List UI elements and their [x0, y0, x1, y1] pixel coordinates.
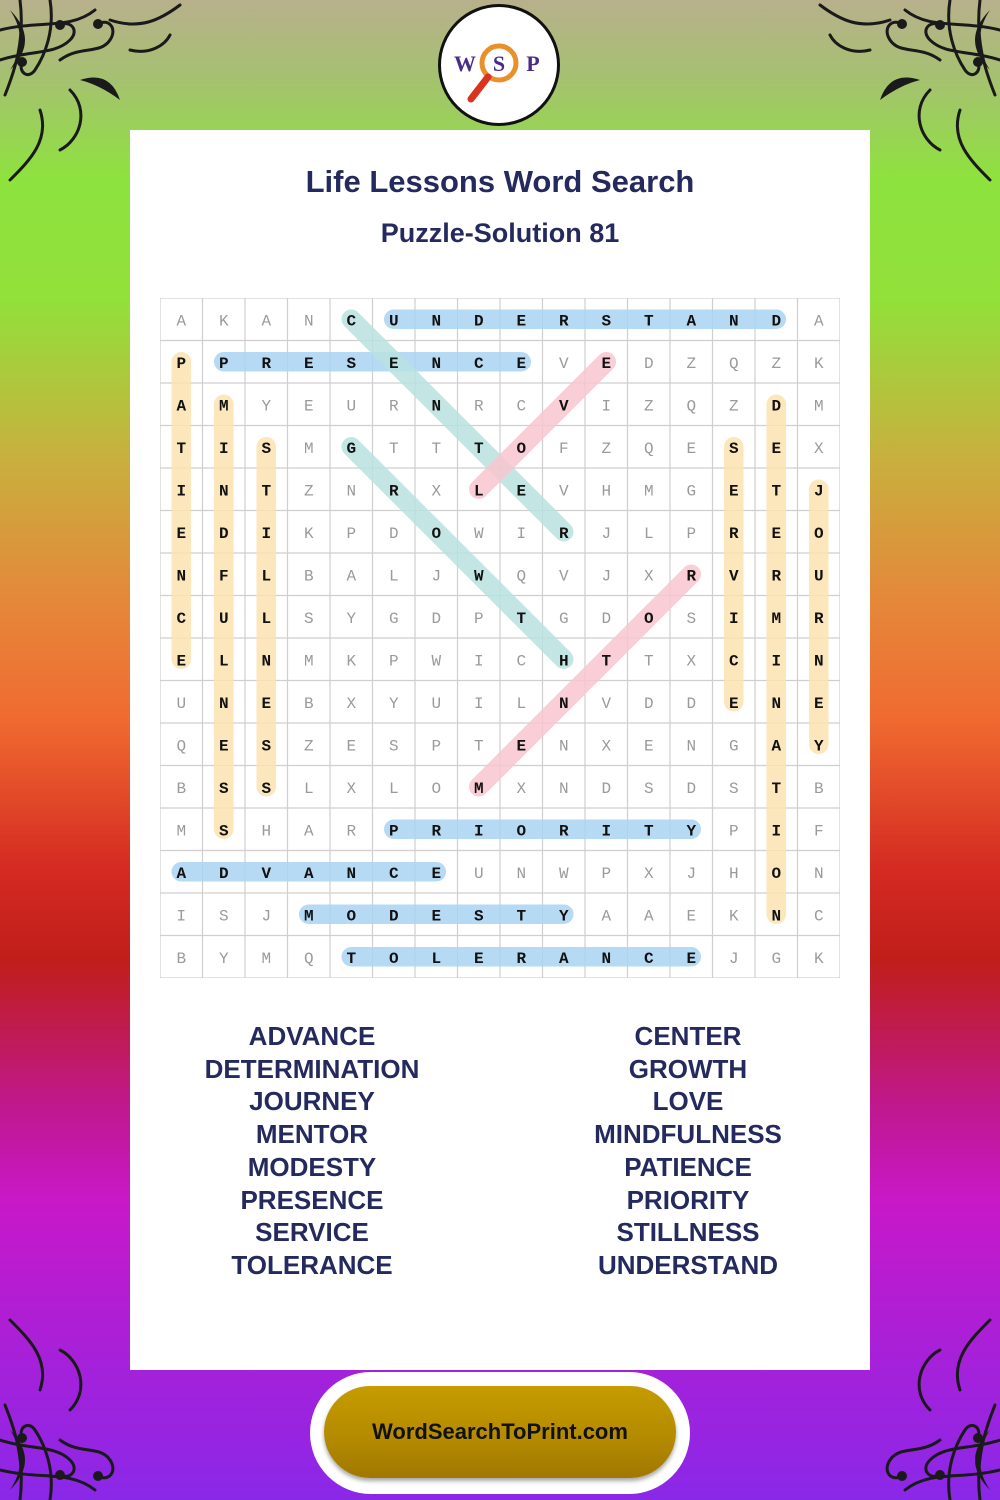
grid-letter: R	[728, 524, 739, 543]
grid-letter: S	[261, 737, 272, 756]
grid-letter: L	[261, 567, 272, 586]
grid-letter: L	[388, 779, 399, 798]
grid-letter: S	[601, 312, 612, 331]
grid-letter: J	[601, 524, 612, 543]
grid-letter: G	[388, 609, 399, 628]
grid-letter: A	[558, 949, 569, 968]
logo-letter-s: S	[492, 51, 506, 76]
grid-letter: P	[601, 864, 612, 883]
grid-letter: N	[728, 312, 739, 331]
word-search-grid	[160, 298, 840, 978]
grid-letter: X	[813, 439, 824, 458]
grid-letter: R	[516, 949, 527, 968]
grid-letter: Q	[728, 354, 739, 373]
grid-letter: G	[346, 439, 357, 458]
grid-letter: S	[218, 907, 229, 926]
grid-letter: E	[388, 354, 399, 373]
grid-letter: I	[771, 652, 782, 671]
grid-letter: G	[728, 737, 739, 756]
grid-letter: H	[261, 822, 272, 841]
grid-letter: X	[601, 737, 612, 756]
grid-letter: N	[303, 312, 314, 331]
grid-letter: E	[473, 949, 484, 968]
grid-letter: X	[516, 779, 527, 798]
grid-letter: M	[303, 439, 314, 458]
grid-letter: N	[601, 949, 612, 968]
grid-letter: P	[473, 609, 484, 628]
grid-letter: Z	[771, 354, 782, 373]
grid-letter: T	[176, 439, 187, 458]
grid-letter: C	[516, 397, 527, 416]
grid-letter: N	[218, 694, 229, 713]
grid-letter: Y	[261, 397, 272, 416]
grid-letter: W	[431, 652, 442, 671]
grid-letter: U	[346, 397, 357, 416]
grid-letter: U	[431, 694, 442, 713]
grid-letter: L	[431, 949, 442, 968]
grid-letter: D	[643, 694, 654, 713]
grid-letter: C	[388, 864, 399, 883]
grid-letter: Q	[516, 567, 527, 586]
grid-letter: P	[346, 524, 357, 543]
grid-letter: P	[686, 524, 697, 543]
grid-letter: B	[303, 694, 314, 713]
grid-letter: Q	[643, 439, 654, 458]
wsp-logo	[438, 4, 560, 126]
grid-letter: N	[431, 312, 442, 331]
grid-letter: E	[516, 737, 527, 756]
word-list-item: PRIORITY	[626, 1184, 750, 1215]
grid-letter: I	[601, 822, 612, 841]
grid-letter: C	[473, 354, 484, 373]
word-list-right	[538, 1020, 838, 1282]
grid-letter: O	[516, 822, 527, 841]
grid-letter: V	[261, 864, 272, 883]
grid-letter: K	[218, 312, 229, 331]
grid-letter: D	[218, 524, 229, 543]
word-list-item: MODESTY	[247, 1151, 377, 1182]
grid-letter: R	[261, 354, 272, 373]
grid-letter: T	[771, 482, 782, 501]
grid-letter: E	[516, 482, 527, 501]
grid-letter: Y	[813, 737, 824, 756]
grid-letter: V	[558, 567, 569, 586]
logo-letter-p: P	[526, 51, 540, 76]
grid-letter: K	[813, 354, 824, 373]
grid-letter: L	[303, 779, 314, 798]
grid-letter: V	[728, 567, 739, 586]
grid-letter: N	[558, 737, 569, 756]
word-list-item: ADVANCE	[248, 1021, 376, 1051]
grid-letter: J	[686, 864, 697, 883]
grid-letter: X	[346, 694, 357, 713]
grid-letter: N	[686, 737, 697, 756]
grid-letter: Z	[601, 439, 612, 458]
grid-letter: B	[813, 779, 824, 798]
grid-letter: A	[176, 397, 187, 416]
grid-letter: E	[686, 907, 697, 926]
grid-letter: N	[558, 694, 569, 713]
grid-letter: I	[771, 822, 782, 841]
grid-letter: D	[643, 354, 654, 373]
grid-letter: T	[431, 439, 442, 458]
grid-letter: E	[771, 524, 782, 543]
grid-letter: N	[261, 652, 272, 671]
grid-letter: D	[431, 609, 442, 628]
page-subtitle: Puzzle-Solution 81	[380, 218, 620, 248]
grid-letter: E	[303, 354, 314, 373]
grid-letter: S	[728, 439, 739, 458]
grid-letter: E	[728, 694, 739, 713]
word-list-left	[162, 1020, 462, 1282]
word-list-item: PATIENCE	[624, 1151, 752, 1182]
grid-letter: P	[218, 354, 229, 373]
word-list-item: MINDFULNESS	[594, 1119, 782, 1150]
word-list-item: UNDERSTAND	[597, 1249, 779, 1280]
grid-letter: N	[558, 779, 569, 798]
grid-letter: K	[813, 949, 824, 968]
grid-letter: A	[261, 312, 272, 331]
grid-letter: J	[261, 907, 272, 926]
grid-letter: R	[771, 567, 782, 586]
grid-letter: T	[771, 779, 782, 798]
grid-letter: T	[516, 609, 527, 628]
grid-letter: S	[261, 439, 272, 458]
grid-letter: O	[431, 779, 442, 798]
grid-letter: U	[813, 567, 824, 586]
grid-letter: N	[516, 864, 527, 883]
grid-letter: O	[346, 907, 357, 926]
word-list-item: CENTER	[634, 1021, 742, 1051]
grid-letter: I	[473, 822, 484, 841]
grid-letter: R	[431, 822, 442, 841]
grid-letter: B	[176, 949, 187, 968]
grid-letter: S	[388, 737, 399, 756]
grid-letter: F	[558, 439, 569, 458]
grid-letter: T	[261, 482, 272, 501]
grid-letter: A	[303, 822, 314, 841]
grid-letter: X	[643, 864, 654, 883]
word-list-item: JOURNEY	[249, 1086, 375, 1117]
grid-letter: M	[643, 482, 654, 501]
grid-letter: A	[176, 312, 187, 331]
grid-letter: S	[473, 907, 484, 926]
grid-letter: N	[431, 354, 442, 373]
grid-letter: D	[686, 694, 697, 713]
grid-letter: K	[346, 652, 357, 671]
grid-letter: A	[643, 907, 654, 926]
grid-letter: B	[303, 567, 314, 586]
grid-letter: D	[388, 907, 399, 926]
grid-letter: N	[813, 864, 824, 883]
grid-letter: U	[176, 694, 187, 713]
grid-letter: I	[176, 482, 187, 501]
magnifier-icon	[441, 7, 557, 123]
grid-letter: X	[686, 652, 697, 671]
grid-letter: O	[643, 609, 654, 628]
grid-letter: X	[431, 482, 442, 501]
grid-letter: V	[558, 354, 569, 373]
grid-letter: Z	[303, 482, 314, 501]
grid-letter: L	[261, 609, 272, 628]
grid-letter: E	[516, 312, 527, 331]
grid-letter: I	[516, 524, 527, 543]
grid-letter: L	[388, 567, 399, 586]
grid-letter: K	[303, 524, 314, 543]
grid-letter: Q	[686, 397, 697, 416]
grid-letter: C	[346, 312, 357, 331]
grid-letter: R	[558, 822, 569, 841]
grid-letter: X	[346, 779, 357, 798]
grid-letter: Y	[388, 694, 399, 713]
grid-letter: G	[771, 949, 782, 968]
grid-letter: J	[728, 949, 739, 968]
grid-letter: S	[218, 822, 229, 841]
grid-letter: A	[176, 864, 187, 883]
grid-letter: J	[431, 567, 442, 586]
grid-letter: C	[643, 949, 654, 968]
grid-letter: I	[218, 439, 229, 458]
grid-letter: I	[473, 652, 484, 671]
grid-letter: P	[388, 652, 399, 671]
grid-letter: J	[601, 567, 612, 586]
grid-letter: T	[473, 439, 484, 458]
grid-letter: E	[431, 864, 442, 883]
grid-letter: E	[601, 354, 612, 373]
grid-letter: F	[813, 822, 824, 841]
grid-letter: O	[516, 439, 527, 458]
grid-letter: O	[771, 864, 782, 883]
grid-letter: Z	[643, 397, 654, 416]
grid-letter: L	[643, 524, 654, 543]
grid-letter: I	[728, 609, 739, 628]
grid-letter: I	[601, 397, 612, 416]
footer-text: WordSearchToPrint.com	[372, 1419, 628, 1444]
grid-letter: E	[218, 737, 229, 756]
grid-letter: M	[176, 822, 187, 841]
grid-letter: E	[176, 524, 187, 543]
grid-letter: C	[813, 907, 824, 926]
grid-letter: N	[771, 907, 782, 926]
grid-letter: E	[261, 694, 272, 713]
grid-letter: O	[388, 949, 399, 968]
grid-letter: R	[473, 397, 484, 416]
grid-letter: G	[558, 609, 569, 628]
grid-letter: S	[686, 609, 697, 628]
grid-letter: S	[218, 779, 229, 798]
grid-letter: E	[813, 694, 824, 713]
grid-letter: A	[771, 737, 782, 756]
grid-letter: T	[516, 907, 527, 926]
word-list-item: TOLERANCE	[231, 1249, 393, 1280]
grid-letter: E	[431, 907, 442, 926]
grid-letter: Z	[728, 397, 739, 416]
grid-letter: I	[261, 524, 272, 543]
grid-letter: E	[176, 652, 187, 671]
word-list-item: GROWTH	[628, 1053, 748, 1084]
grid-letter: O	[431, 524, 442, 543]
grid-letter: R	[813, 609, 824, 628]
grid-letter: P	[728, 822, 739, 841]
grid-letter: T	[643, 312, 654, 331]
grid-letter: M	[771, 609, 782, 628]
footer-badge	[310, 1372, 690, 1494]
grid-letter: R	[686, 567, 697, 586]
grid-letter: F	[218, 567, 229, 586]
grid-letter: D	[601, 609, 612, 628]
grid-letter: N	[176, 567, 187, 586]
grid-letter: A	[346, 567, 357, 586]
grid-letter: P	[176, 354, 187, 373]
grid-letter: J	[813, 482, 824, 501]
grid-letter: W	[473, 524, 484, 543]
grid-letter: R	[346, 822, 357, 841]
grid-letter: U	[388, 312, 399, 331]
word-list-item: LOVE	[652, 1086, 724, 1117]
grid-letter: E	[728, 482, 739, 501]
grid-letter: Y	[218, 949, 229, 968]
grid-letter: E	[303, 397, 314, 416]
grid-letter: N	[346, 864, 357, 883]
grid-letter: D	[388, 524, 399, 543]
word-list-item: SERVICE	[255, 1217, 369, 1248]
grid-letter: H	[728, 864, 739, 883]
grid-letter: N	[346, 482, 357, 501]
grid-letter: L	[218, 652, 229, 671]
grid-letter: R	[558, 312, 569, 331]
grid-letter: E	[771, 439, 782, 458]
grid-letter: Z	[686, 354, 697, 373]
grid-letter: D	[686, 779, 697, 798]
grid-letter: P	[431, 737, 442, 756]
grid-letter: C	[176, 609, 187, 628]
grid-letter: Y	[686, 822, 697, 841]
grid-letter: Y	[346, 609, 357, 628]
grid-letter: A	[813, 312, 824, 331]
puzzle-card	[130, 130, 870, 1370]
grid-letter: V	[558, 397, 569, 416]
grid-letter: T	[601, 652, 612, 671]
grid-letter: E	[346, 737, 357, 756]
word-list-item: DETERMINATION	[204, 1053, 420, 1084]
grid-letter: R	[388, 397, 399, 416]
grid-letter: S	[728, 779, 739, 798]
grid-letter: N	[771, 694, 782, 713]
grid-letter: M	[261, 949, 272, 968]
grid-letter: V	[558, 482, 569, 501]
grid-letter: D	[601, 779, 612, 798]
grid-letter: M	[303, 652, 314, 671]
grid-letter: N	[431, 397, 442, 416]
logo-letter-w: W	[454, 51, 476, 76]
grid-letter: S	[303, 609, 314, 628]
grid-letter: T	[388, 439, 399, 458]
footer-link[interactable]	[324, 1386, 676, 1478]
word-list-item: STILLNESS	[616, 1217, 760, 1248]
grid-letter: A	[686, 312, 697, 331]
grid-letter: Z	[303, 737, 314, 756]
grid-letter: W	[558, 864, 569, 883]
grid-letter: N	[813, 652, 824, 671]
grid-letter: Y	[558, 907, 569, 926]
grid-svg	[160, 298, 840, 978]
grid-letter: M	[303, 907, 314, 926]
grid-letter: T	[643, 822, 654, 841]
grid-letter: D	[771, 397, 782, 416]
grid-letter: H	[558, 652, 569, 671]
grid-letter: D	[771, 312, 782, 331]
grid-letter: G	[686, 482, 697, 501]
grid-letter: S	[643, 779, 654, 798]
grid-letter: A	[601, 907, 612, 926]
grid-letter: D	[218, 864, 229, 883]
grid-letter: R	[388, 482, 399, 501]
grid-letter: P	[388, 822, 399, 841]
grid-letter: Q	[303, 949, 314, 968]
grid-letter: A	[303, 864, 314, 883]
grid-letter: I	[176, 907, 187, 926]
grid-letter: M	[218, 397, 229, 416]
grid-letter: L	[473, 482, 484, 501]
grid-letter: T	[643, 652, 654, 671]
grid-letter: T	[346, 949, 357, 968]
grid-letter: Q	[176, 737, 187, 756]
grid-letter: B	[176, 779, 187, 798]
grid-letter: M	[813, 397, 824, 416]
grid-letter: C	[728, 652, 739, 671]
grid-letter: N	[218, 482, 229, 501]
grid-letter: W	[473, 567, 484, 586]
grid-letter: M	[473, 779, 484, 798]
grid-letter: E	[686, 439, 697, 458]
grid-letter: S	[261, 779, 272, 798]
grid-letter: K	[728, 907, 739, 926]
grid-letter: L	[516, 694, 527, 713]
grid-letter: E	[516, 354, 527, 373]
grid-letter: E	[643, 737, 654, 756]
grid-letter: R	[558, 524, 569, 543]
grid-letter: U	[473, 864, 484, 883]
word-list-item: MENTOR	[255, 1119, 369, 1150]
grid-letter: U	[218, 609, 229, 628]
grid-letter: D	[473, 312, 484, 331]
grid-letter: T	[473, 737, 484, 756]
grid-letter: I	[473, 694, 484, 713]
grid-letter: X	[643, 567, 654, 586]
grid-letter: H	[601, 482, 612, 501]
word-list-item: PRESENCE	[240, 1184, 384, 1215]
page-title: Life Lessons Word Search	[305, 164, 695, 199]
grid-letter: V	[601, 694, 612, 713]
grid-letter: E	[686, 949, 697, 968]
grid-letter: S	[346, 354, 357, 373]
grid-letter: C	[516, 652, 527, 671]
grid-letter: O	[813, 524, 824, 543]
